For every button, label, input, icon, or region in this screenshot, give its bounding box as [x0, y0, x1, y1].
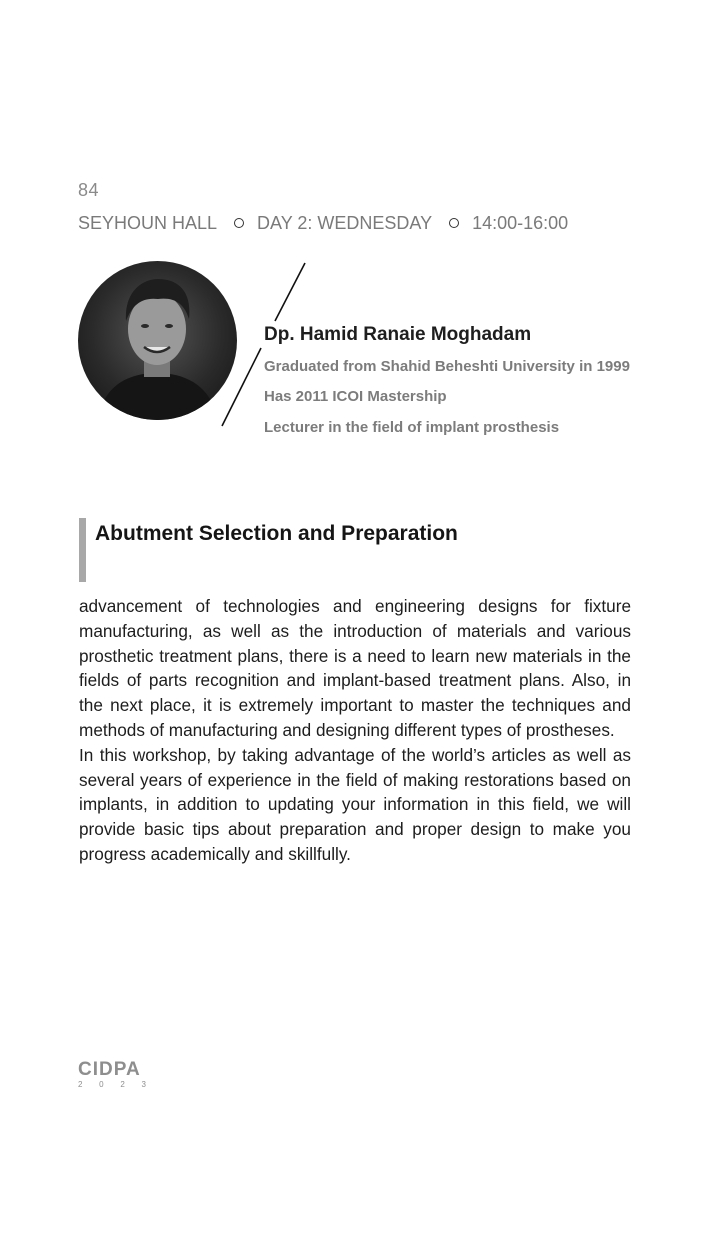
speaker-name: Dp. Hamid Ranaie Moghadam	[264, 324, 532, 345]
title-accent-bar	[79, 518, 86, 582]
workshop-description	[79, 594, 631, 867]
workshop-title: Abutment Selection and Preparation	[95, 522, 458, 545]
session-info	[78, 211, 568, 235]
speaker-bio-line: Lecturer in the field of implant prosthesis	[264, 419, 560, 436]
logo-year-digit: 2	[120, 1080, 125, 1089]
logo-wordmark: CIDPA	[78, 1059, 141, 1080]
speaker-bio-line: Graduated from Shahid Beheshti University in 1999	[264, 358, 630, 375]
circle-separator-icon	[449, 218, 459, 228]
session-time: 14:00-16:00	[472, 212, 569, 233]
speaker-portrait-icon	[78, 261, 237, 420]
speaker-bio-line: Has 2011 ICOI Mastership	[264, 388, 447, 405]
session-day: DAY 2: WEDNESDAY	[257, 212, 433, 233]
page-number: 84	[78, 180, 100, 200]
logo-year	[78, 1080, 146, 1089]
logo-year-digit: 3	[141, 1080, 146, 1089]
cidpa-logo	[78, 1060, 148, 1090]
description-paragraph: advancement of technologies and engineering designs for fixture manufacturing, as well as the introduction of materials and various prosthetic treatment plans, there is a need to learn new materials in the fields of parts recognition and implant-based treatment plans. Also, in the next place, it is extremely important to master the techniques and methods of manufacturing and designing different types of prostheses.	[79, 596, 631, 740]
logo-year-digit: 0	[99, 1080, 104, 1089]
speaker-photo	[78, 261, 237, 420]
circle-separator-icon	[234, 218, 244, 228]
hall-name: SEYHOUN HALL	[78, 212, 218, 233]
logo-year-digit: 2	[78, 1080, 83, 1089]
description-paragraph: In this workshop, by taking advantage of the world’s articles as well as several years of experience in the field of making restorations based on implants, in addition to updating your information in this field, we will provide basic tips about preparation and proper design to make you progress academically and skillfully.	[79, 744, 631, 864]
